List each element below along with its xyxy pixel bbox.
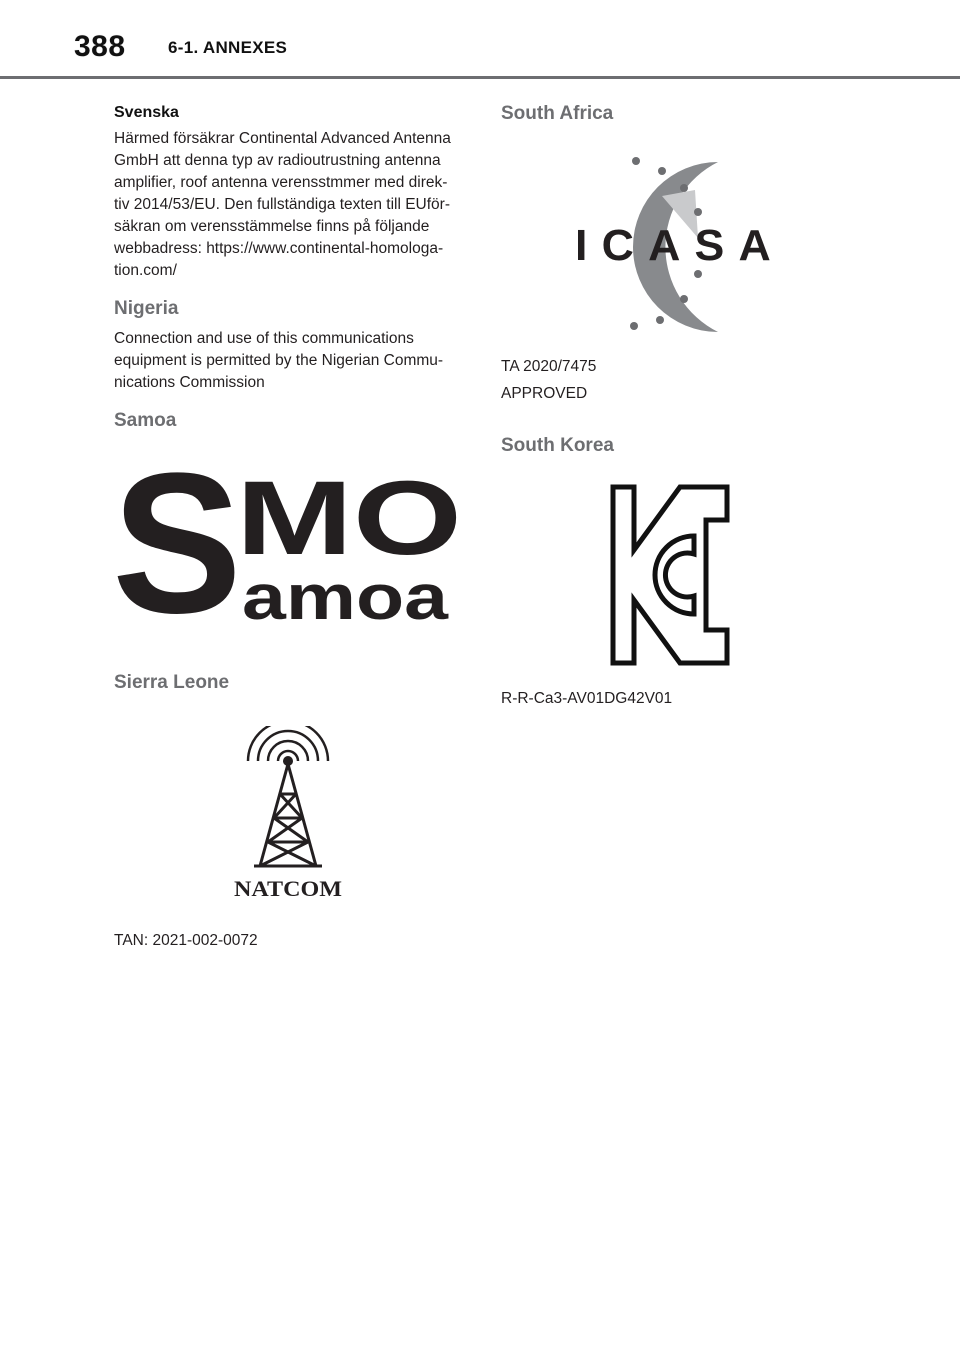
samoa-logo-amoa: amoa [242,561,449,627]
kc-mark-icon [610,484,730,666]
ta-number: TA 2020/7475 [501,358,597,375]
natcom-logo-text: NATCOM [234,876,343,901]
south-korea-section [501,435,614,457]
south-korea-heading: South Korea [501,435,614,456]
svenska-line: tiv 2014/53/EU. Den fullständiga texten till EUför- [114,196,451,213]
nigeria-heading: Nigeria [114,298,179,319]
sierra-leone-approval [114,930,258,952]
south-korea-approval [501,688,672,710]
nigeria-line: equipment is permitted by the Nigerian Commu- [114,352,444,369]
samoa-logo-mo: MO [236,462,462,577]
svenska-line: GmbH att denna typ av radioutrustning antenna [114,152,441,169]
page-number: 388 [74,30,126,63]
kc-approval-number: R-R-Ca3-AV01DG42V01 [501,690,673,707]
tan-number: TAN: 2021-002-0072 [114,932,258,949]
nigeria-text [114,328,466,394]
south-africa-approval [501,356,851,405]
sierra-leone-heading: Sierra Leone [114,672,230,693]
header-divider [0,76,960,79]
nigeria-line: nications Commission [114,374,265,391]
sierra-leone-section [114,672,229,694]
samoa-section [114,410,176,432]
south-africa-section [501,103,613,125]
svenska-heading: Svenska [114,104,179,121]
svenska-line: säkran om verensstämmelse finns på följande [114,218,430,235]
nigeria-line: Connection and use of this communications [114,330,414,347]
section-title: 6-1. ANNEXES [168,38,288,57]
svenska-line: Härmed försäkrar Continental Advanced Antenna [114,130,451,147]
page-header [0,0,960,80]
svenska-text [114,128,466,282]
svenska-line: amplifier, roof antenna verensstmmer med direk- [114,174,448,191]
natcom-logo [228,726,348,902]
svenska-line: webbadress: https://www.continental-homologa- [114,240,444,257]
nigeria-section [114,298,466,394]
approved-status: APPROVED [501,385,588,402]
icasa-logo [570,150,800,340]
svenska-line: tion.com/ [114,262,177,279]
svenska-section [114,100,466,282]
south-africa-heading: South Africa [501,103,614,124]
samoa-logo [112,462,464,627]
samoa-logo-big-s: S [112,462,242,627]
samoa-heading: Samoa [114,410,177,431]
icasa-logo-text: ICASA [575,221,785,270]
